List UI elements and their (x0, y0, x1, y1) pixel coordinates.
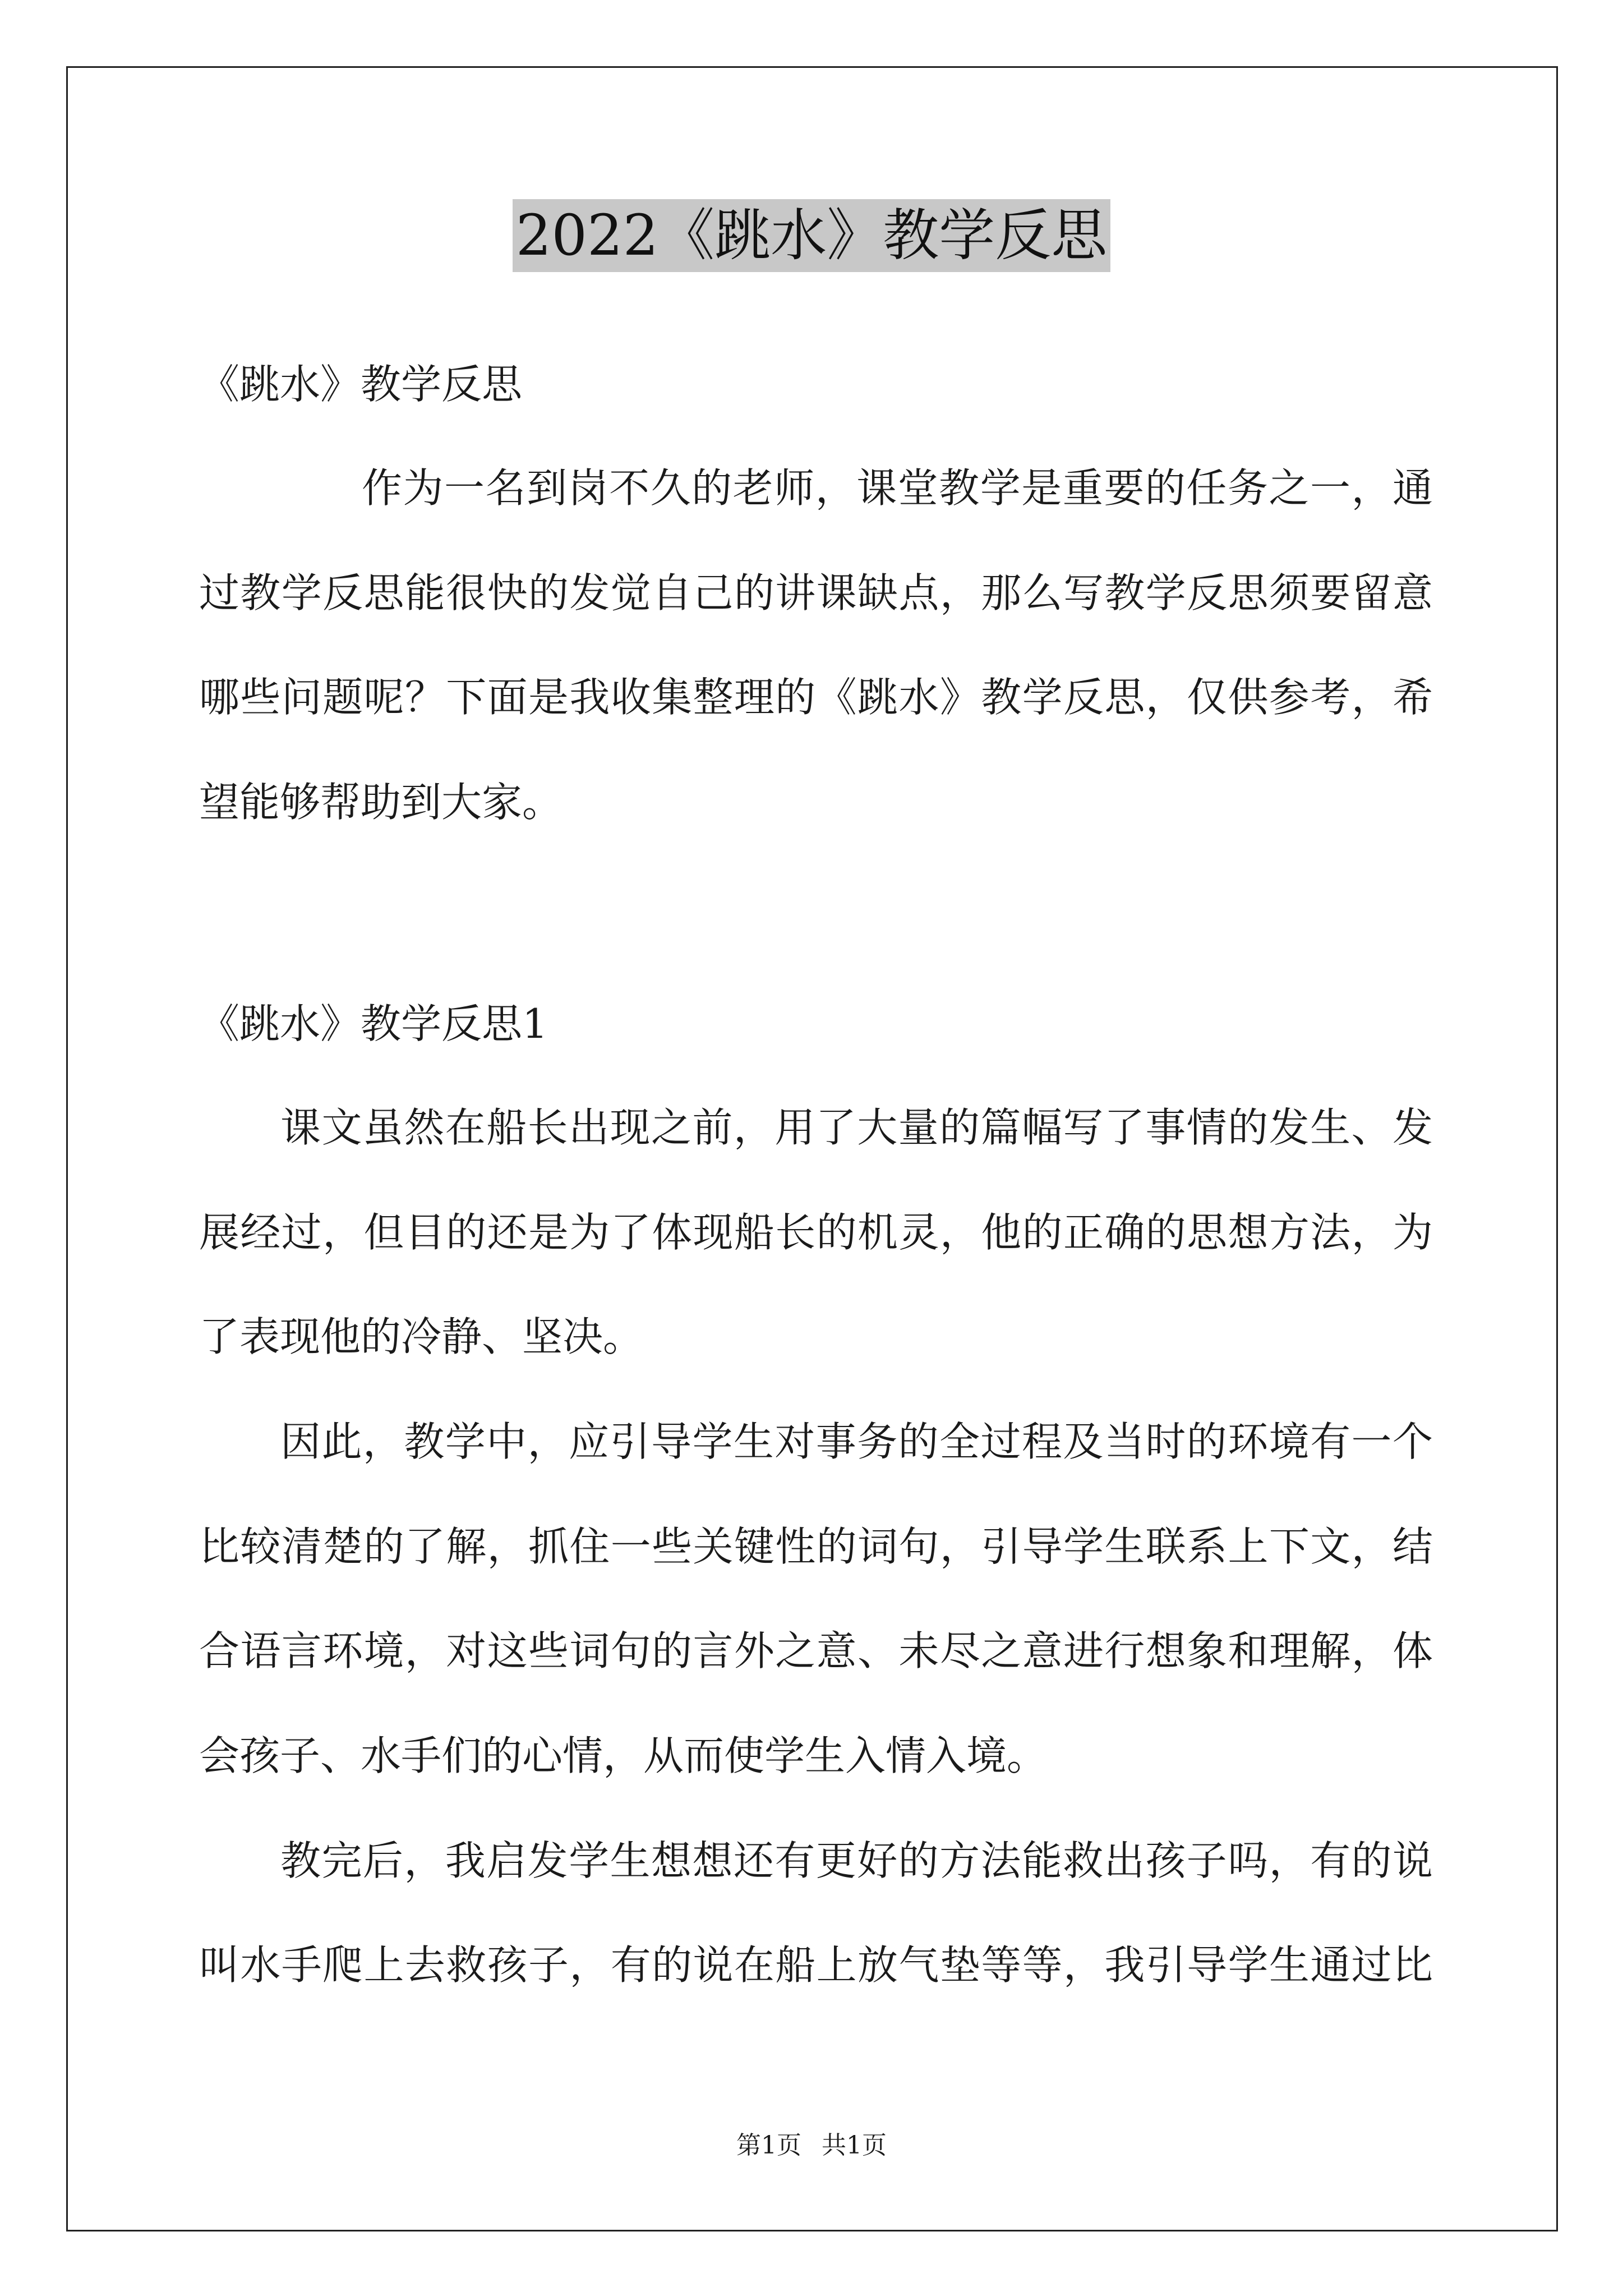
section-heading: 《跳水》教学反思 (199, 361, 523, 408)
paragraph-line: 哪些问题呢？下面是我收集整理的《跳水》教学反思，仅供参考，希 (199, 674, 1433, 721)
paragraph-line: 作为一名到岗不久的老师，课堂教学是重要的任务之一，通 (362, 464, 1433, 512)
paragraph-line: 叫水手爬上去救孩子，有的说在船上放气垫等等，我引导学生通过比 (199, 1941, 1433, 1989)
paragraph-line: 展经过，但目的还是为了体现船长的机灵，他的正确的思想方法，为 (199, 1209, 1433, 1256)
paragraph-line: 课文虽然在船长出现之前，用了大量的篇幅写了事情的发生、发 (280, 1104, 1433, 1151)
title-container (0, 199, 1623, 272)
paragraph-line: 因此，教学中，应引导学生对事务的全过程及当时的环境有一个 (280, 1418, 1433, 1465)
paragraph-line: 过教学反思能很快的发觉自己的讲课缺点，那么写教学反思须要留意 (199, 569, 1433, 616)
page-total: 共1页 (822, 2131, 887, 2160)
paragraph-line: 合语言环境，对这些词句的言外之意、未尽之意进行想象和理解，体 (199, 1627, 1433, 1674)
page-number: 第1页 (736, 2131, 801, 2160)
paragraph-line: 望能够帮助到大家。 (199, 779, 563, 826)
page-footer (0, 2129, 1623, 2162)
section-heading: 《跳水》教学反思1 (199, 1000, 548, 1047)
paragraph-line: 教完后，我启发学生想想还有更好的方法能救出孩子吗，有的说 (280, 1837, 1433, 1884)
paragraph-line: 比较清楚的了解，抓住一些关键性的词句，引导学生联系上下文，结 (199, 1523, 1433, 1570)
document-title: 2022《跳水》教学反思 (513, 199, 1111, 272)
paragraph-line: 了表现他的冷静、坚决。 (199, 1313, 644, 1360)
paragraph-line: 会孩子、水手们的心情，从而使学生入情入境。 (199, 1732, 1048, 1779)
